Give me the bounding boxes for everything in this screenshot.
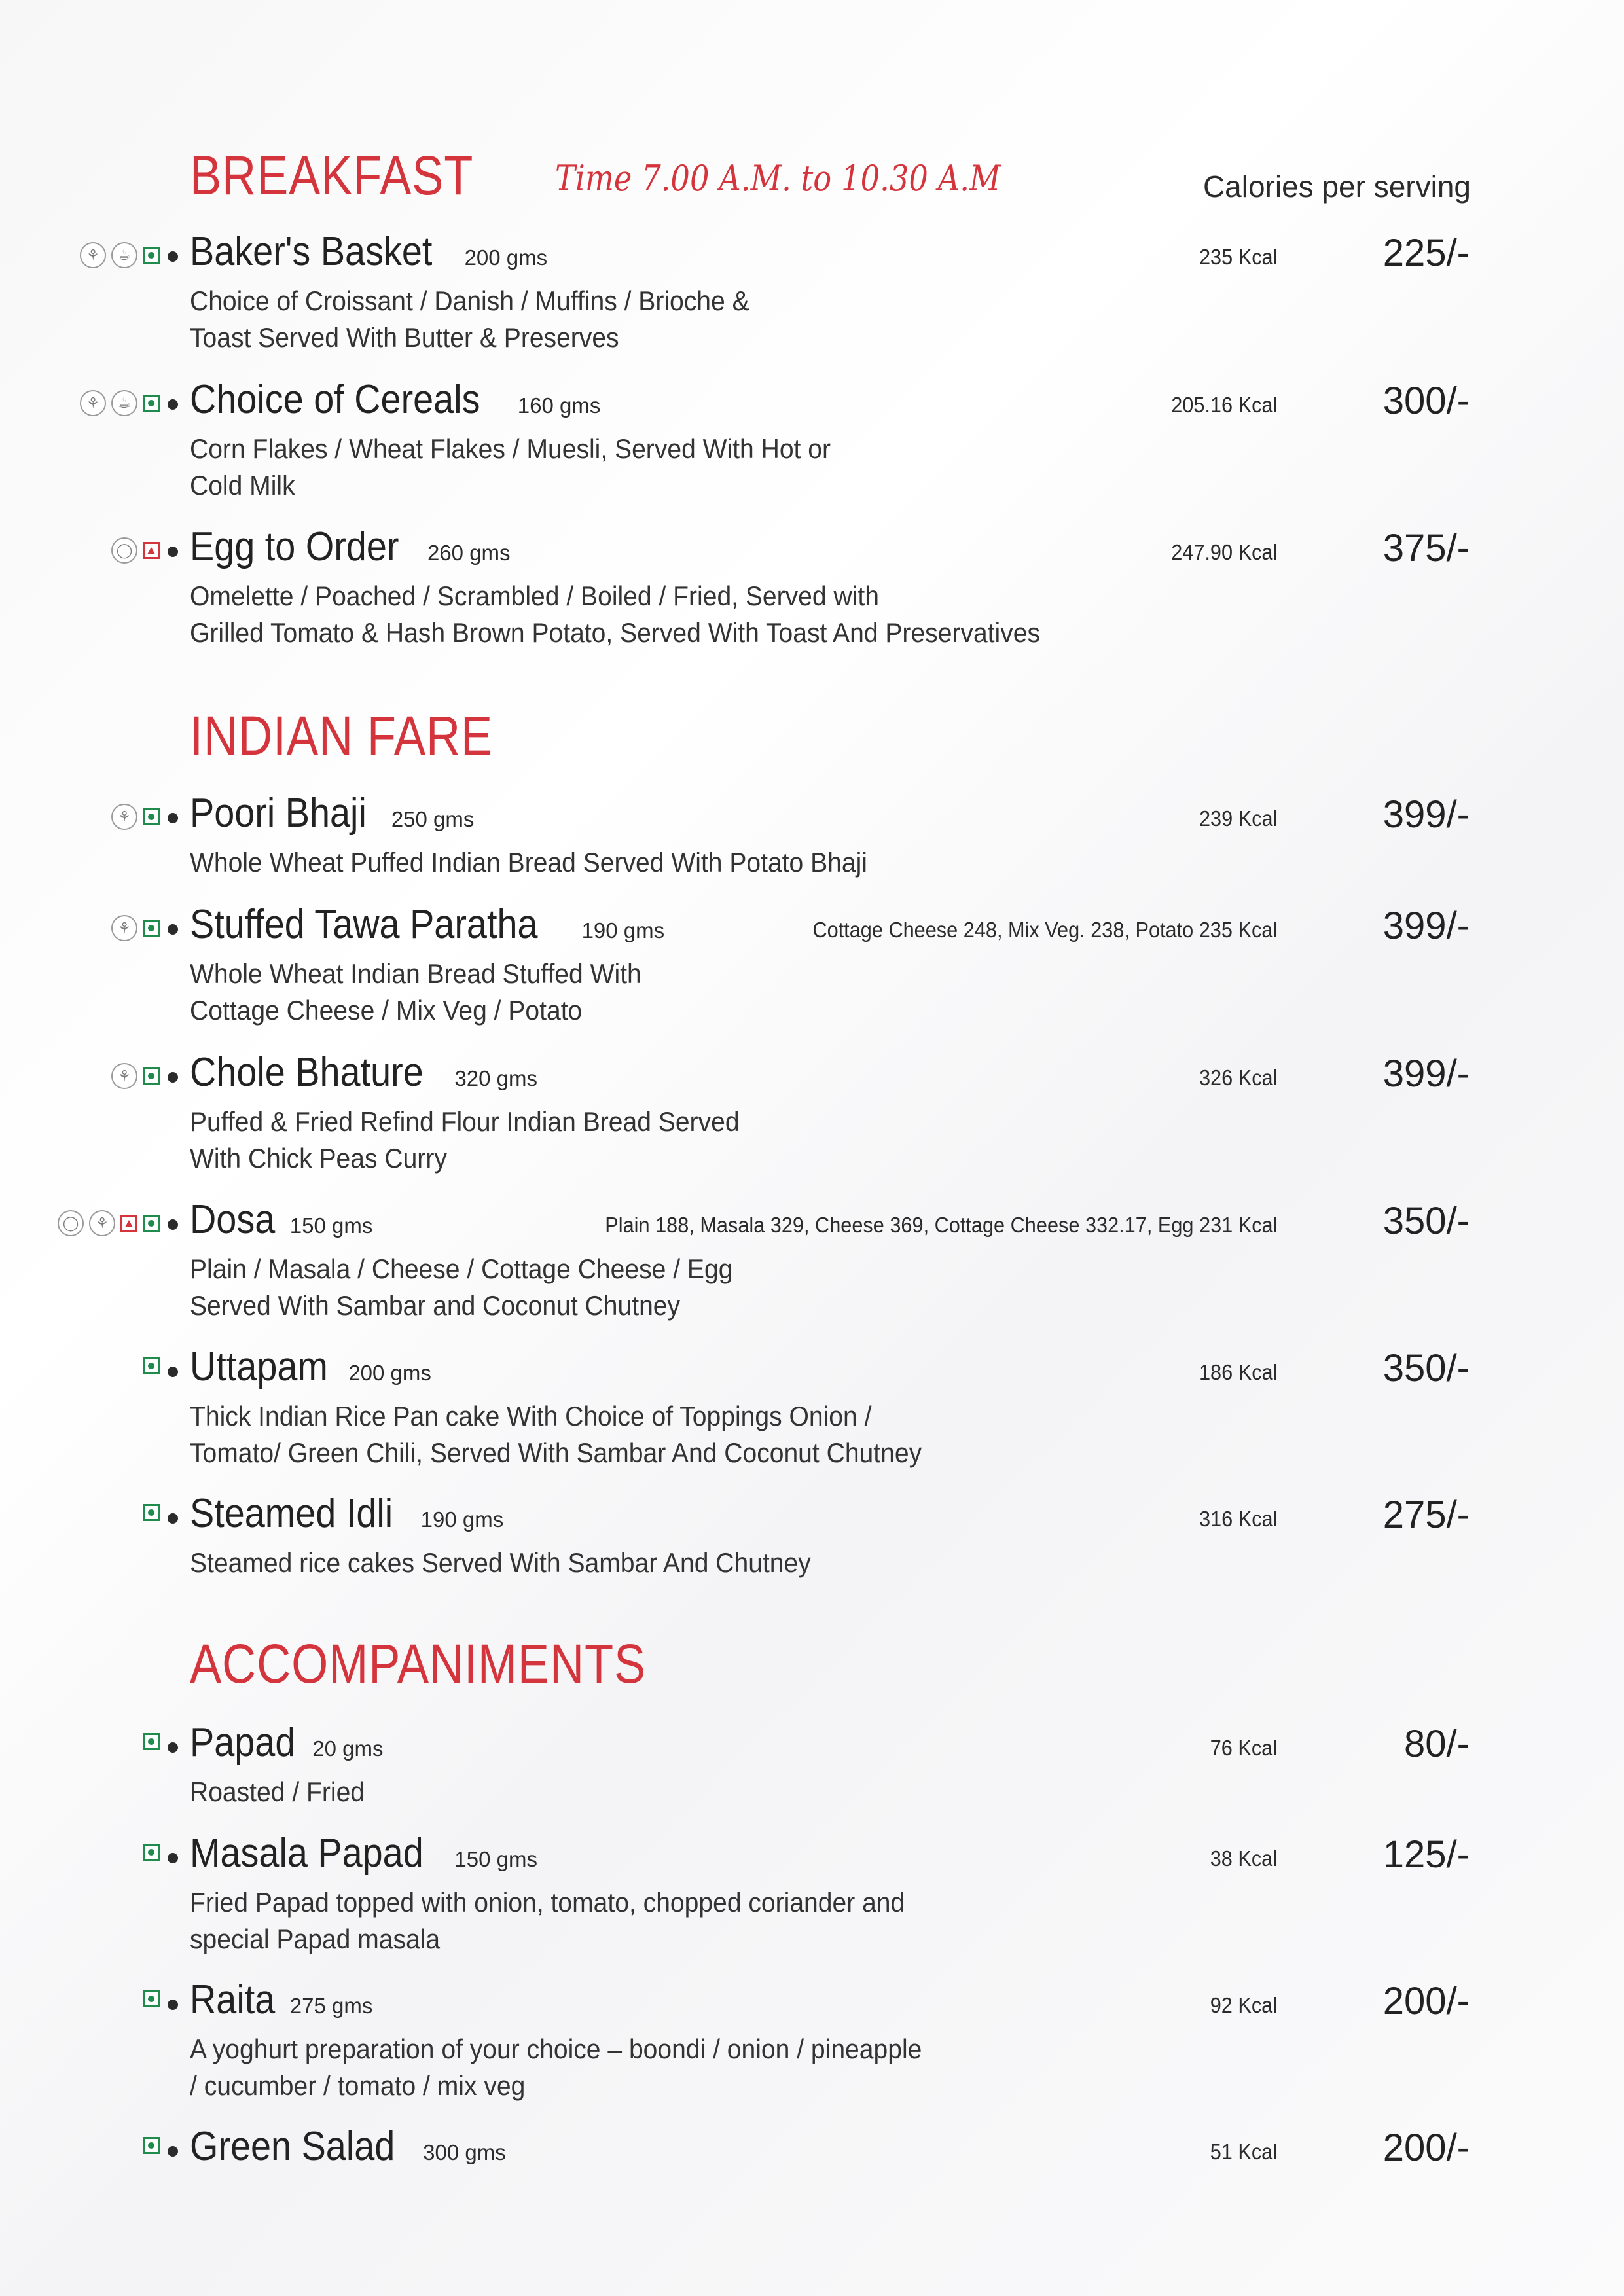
item-heading — [190, 523, 511, 571]
item-calories: 92 Kcal — [1210, 1993, 1277, 2017]
menu-item — [0, 523, 1624, 647]
menu-item — [0, 1719, 1624, 1843]
egg-icon: ◯ — [58, 1210, 84, 1236]
item-weight: 320 gms — [454, 1066, 537, 1090]
item-heading — [190, 1049, 537, 1097]
item-description — [190, 1545, 857, 1581]
item-description — [190, 578, 1104, 651]
dietary-icons — [143, 1990, 160, 2007]
item-name: Poori Bhaji — [190, 791, 367, 836]
dietary-icons — [58, 1210, 160, 1236]
bullet-icon — [168, 1742, 178, 1753]
item-heading — [190, 1196, 372, 1244]
item-heading — [190, 2123, 506, 2171]
wheat-icon: ⚘ — [111, 1063, 137, 1089]
veg-icon — [143, 1733, 160, 1750]
menu-item — [0, 376, 1624, 500]
item-price: 275/- — [1382, 1494, 1470, 1536]
description-line: Puffed & Fried Refind Flour Indian Bread Served — [190, 1106, 740, 1137]
description-line: Roasted / Fried — [190, 1776, 365, 1807]
dietary-icons — [143, 1733, 160, 1750]
veg-icon — [143, 1990, 160, 2007]
item-price: 399/- — [1382, 1052, 1470, 1095]
description-line: Plain / Masala / Cheese / Cottage Cheese / Egg — [190, 1253, 733, 1284]
item-name: Steamed Idli — [190, 1491, 393, 1536]
dietary-icons — [111, 915, 160, 941]
bullet-icon — [168, 1072, 178, 1083]
item-calories: 316 Kcal — [1199, 1507, 1277, 1531]
item-heading — [190, 1343, 431, 1391]
item-name: Stuffed Tawa Paratha — [190, 902, 538, 947]
dietary-icons — [143, 1504, 160, 1521]
bullet-icon — [168, 813, 178, 823]
item-name: Raita — [190, 1977, 276, 2022]
menu-item — [0, 228, 1624, 352]
item-calories: 205.16 Kcal — [1170, 393, 1277, 417]
dietary-icons — [143, 1844, 160, 1861]
veg-icon — [143, 808, 160, 825]
veg-icon — [143, 1215, 160, 1232]
wheat-icon: ⚘ — [111, 804, 137, 830]
item-name: Baker's Basket — [190, 229, 433, 274]
item-price: 300/- — [1382, 380, 1470, 422]
breakfast-time: Time 7.00 A.M. to 10.30 A.M — [555, 158, 1001, 199]
item-calories: Cottage Cheese 248, Mix Veg. 238, Potato 235 Kcal — [812, 918, 1277, 942]
item-description — [190, 1774, 378, 1810]
description-line: Served With Sambar and Coconut Chutney — [190, 1290, 681, 1321]
calories-header: Calories per serving — [1202, 170, 1471, 204]
item-heading — [190, 1490, 503, 1538]
wheat-icon: ⚘ — [89, 1210, 115, 1236]
description-line: Tomato/ Green Chili, Served With Sambar And Coconut Chutney — [190, 1437, 922, 1468]
bullet-icon — [168, 251, 178, 262]
item-calories: 38 Kcal — [1210, 1846, 1277, 1871]
item-price: 350/- — [1382, 1200, 1470, 1242]
item-name: Green Salad — [190, 2124, 395, 2169]
item-name: Dosa — [190, 1197, 276, 1242]
item-calories: 235 Kcal — [1199, 245, 1277, 269]
wheat-icon: ⚘ — [111, 915, 137, 941]
veg-icon — [143, 920, 160, 937]
dietary-icons — [143, 1357, 160, 1374]
bullet-icon — [168, 2000, 178, 2010]
section-title-accompaniments: ACCOMPANIMENTS — [190, 1633, 647, 1695]
item-name: Chole Bhature — [190, 1050, 424, 1095]
menu-item — [0, 1196, 1624, 1320]
dietary-icons — [80, 390, 160, 416]
bullet-icon — [168, 1853, 178, 1863]
veg-icon — [143, 247, 160, 264]
item-description — [190, 956, 676, 1029]
section-title-indian-fare: INDIAN FARE — [190, 705, 494, 766]
item-name: Uttapam — [190, 1344, 328, 1390]
item-description — [190, 1884, 958, 1958]
menu-item — [0, 901, 1624, 1025]
item-calories: 239 Kcal — [1199, 806, 1277, 831]
item-price: 350/- — [1382, 1347, 1470, 1390]
wheat-icon: ⚘ — [80, 242, 106, 268]
item-weight: 20 gms — [312, 1736, 384, 1761]
egg-icon: ◯ — [111, 537, 137, 564]
item-heading — [190, 228, 547, 276]
bullet-icon — [168, 1513, 178, 1524]
section-title-breakfast: BREAKFAST — [190, 145, 474, 206]
item-name: Egg to Order — [190, 524, 399, 569]
item-calories: 247.90 Kcal — [1170, 540, 1277, 564]
item-price: 399/- — [1382, 793, 1470, 836]
menu-item — [0, 1049, 1624, 1173]
description-line: / cucumber / tomato / mix veg — [190, 2070, 526, 2101]
description-line: Cottage Cheese / Mix Veg / Potato — [190, 995, 583, 1026]
veg-icon — [143, 1844, 160, 1861]
item-weight: 250 gms — [391, 807, 475, 831]
veg-icon — [143, 1504, 160, 1521]
milk-icon: ☕ — [111, 390, 137, 416]
item-description — [190, 1251, 774, 1324]
item-name: Choice of Cereals — [190, 377, 480, 422]
item-weight: 200 gms — [348, 1361, 431, 1385]
item-price: 200/- — [1382, 2126, 1470, 2169]
milk-icon: ☕ — [111, 242, 137, 268]
bullet-icon — [168, 399, 178, 410]
item-price: 200/- — [1382, 1980, 1470, 2022]
dietary-icons — [111, 1063, 160, 1089]
item-weight: 190 gms — [420, 1507, 504, 1532]
item-calories: 186 Kcal — [1199, 1360, 1277, 1384]
menu-item — [0, 2123, 1624, 2247]
item-weight: 150 gms — [454, 1847, 537, 1871]
item-description — [190, 1103, 781, 1177]
item-weight: 300 gms — [423, 2140, 506, 2164]
description-line: Toast Served With Butter & Preserves — [190, 322, 619, 353]
item-price: 375/- — [1382, 527, 1470, 569]
veg-icon — [143, 1357, 160, 1374]
bullet-icon — [168, 924, 178, 935]
bullet-icon — [168, 1219, 178, 1230]
item-heading — [190, 1719, 384, 1767]
item-weight: 275 gms — [289, 1994, 373, 2018]
description-line: Fried Papad topped with onion, tomato, chopped coriander and — [190, 1887, 905, 1918]
item-weight: 200 gms — [464, 245, 548, 270]
description-line: With Chick Peas Curry — [190, 1143, 447, 1174]
dietary-icons — [80, 242, 160, 268]
veg-icon — [143, 2137, 160, 2154]
dietary-icons — [111, 804, 160, 830]
item-weight: 150 gms — [289, 1213, 373, 1238]
description-line: Whole Wheat Puffed Indian Bread Served With Potato Bhaji — [190, 847, 867, 878]
menu-item — [0, 1829, 1624, 1954]
item-description — [190, 844, 918, 881]
item-price: 399/- — [1382, 905, 1470, 947]
item-weight: 260 gms — [427, 541, 511, 565]
description-line: Steamed rice cakes Served With Sambar And Chutney — [190, 1547, 811, 1578]
item-weight: 190 gms — [581, 918, 665, 942]
description-line: A yoghurt preparation of your choice – boondi / onion / pineapple — [190, 2034, 922, 2064]
item-name: Papad — [190, 1720, 296, 1765]
item-name: Masala Papad — [190, 1831, 424, 1876]
item-heading — [190, 1976, 372, 2024]
item-description — [190, 431, 879, 504]
description-line: Corn Flakes / Wheat Flakes / Muesli, Served With Hot or — [190, 433, 831, 464]
item-calories: 76 Kcal — [1210, 1736, 1277, 1760]
description-line: Choice of Croissant / Danish / Muffins / Brioche & — [190, 285, 749, 316]
item-description — [190, 283, 791, 356]
item-price: 225/- — [1382, 232, 1470, 274]
item-heading — [190, 901, 664, 949]
dietary-icons — [143, 2137, 160, 2154]
non-veg-icon — [120, 1215, 137, 1232]
item-calories: 51 Kcal — [1210, 2140, 1277, 2164]
item-weight: 160 gms — [517, 393, 601, 418]
menu-item — [0, 789, 1624, 914]
bullet-icon — [168, 2146, 178, 2157]
item-heading — [190, 1829, 537, 1878]
item-description — [190, 1398, 977, 1471]
item-heading — [190, 789, 474, 838]
description-line: Whole Wheat Indian Bread Stuffed With — [190, 958, 641, 989]
description-line: Thick Indian Rice Pan cake With Choice of Toppings Onion / — [190, 1401, 872, 1431]
item-price: 125/- — [1382, 1833, 1470, 1876]
item-calories: 326 Kcal — [1199, 1066, 1277, 1090]
description-line: Grilled Tomato & Hash Brown Potato, Served With Toast And Preservatives — [190, 617, 1041, 648]
item-heading — [190, 376, 600, 424]
item-calories: Plain 188, Masala 329, Cheese 369, Cottage Cheese 332.17, Egg 231 Kcal — [604, 1213, 1277, 1237]
menu-item — [0, 1343, 1624, 1467]
bullet-icon — [168, 1367, 178, 1377]
dietary-icons — [111, 537, 160, 564]
veg-icon — [143, 395, 160, 412]
bullet-icon — [168, 547, 178, 557]
menu-item — [0, 1490, 1624, 1614]
description-line: Omelette / Poached / Scrambled / Boiled / Fried, Served with — [190, 581, 879, 611]
description-line: Cold Milk — [190, 470, 295, 501]
non-veg-icon — [143, 542, 160, 559]
veg-icon — [143, 1067, 160, 1085]
menu-item — [0, 1976, 1624, 2100]
item-description — [190, 2031, 977, 2104]
description-line: special Papad masala — [190, 1924, 441, 1954]
item-price: 80/- — [1404, 1723, 1470, 1765]
wheat-icon: ⚘ — [80, 390, 106, 416]
